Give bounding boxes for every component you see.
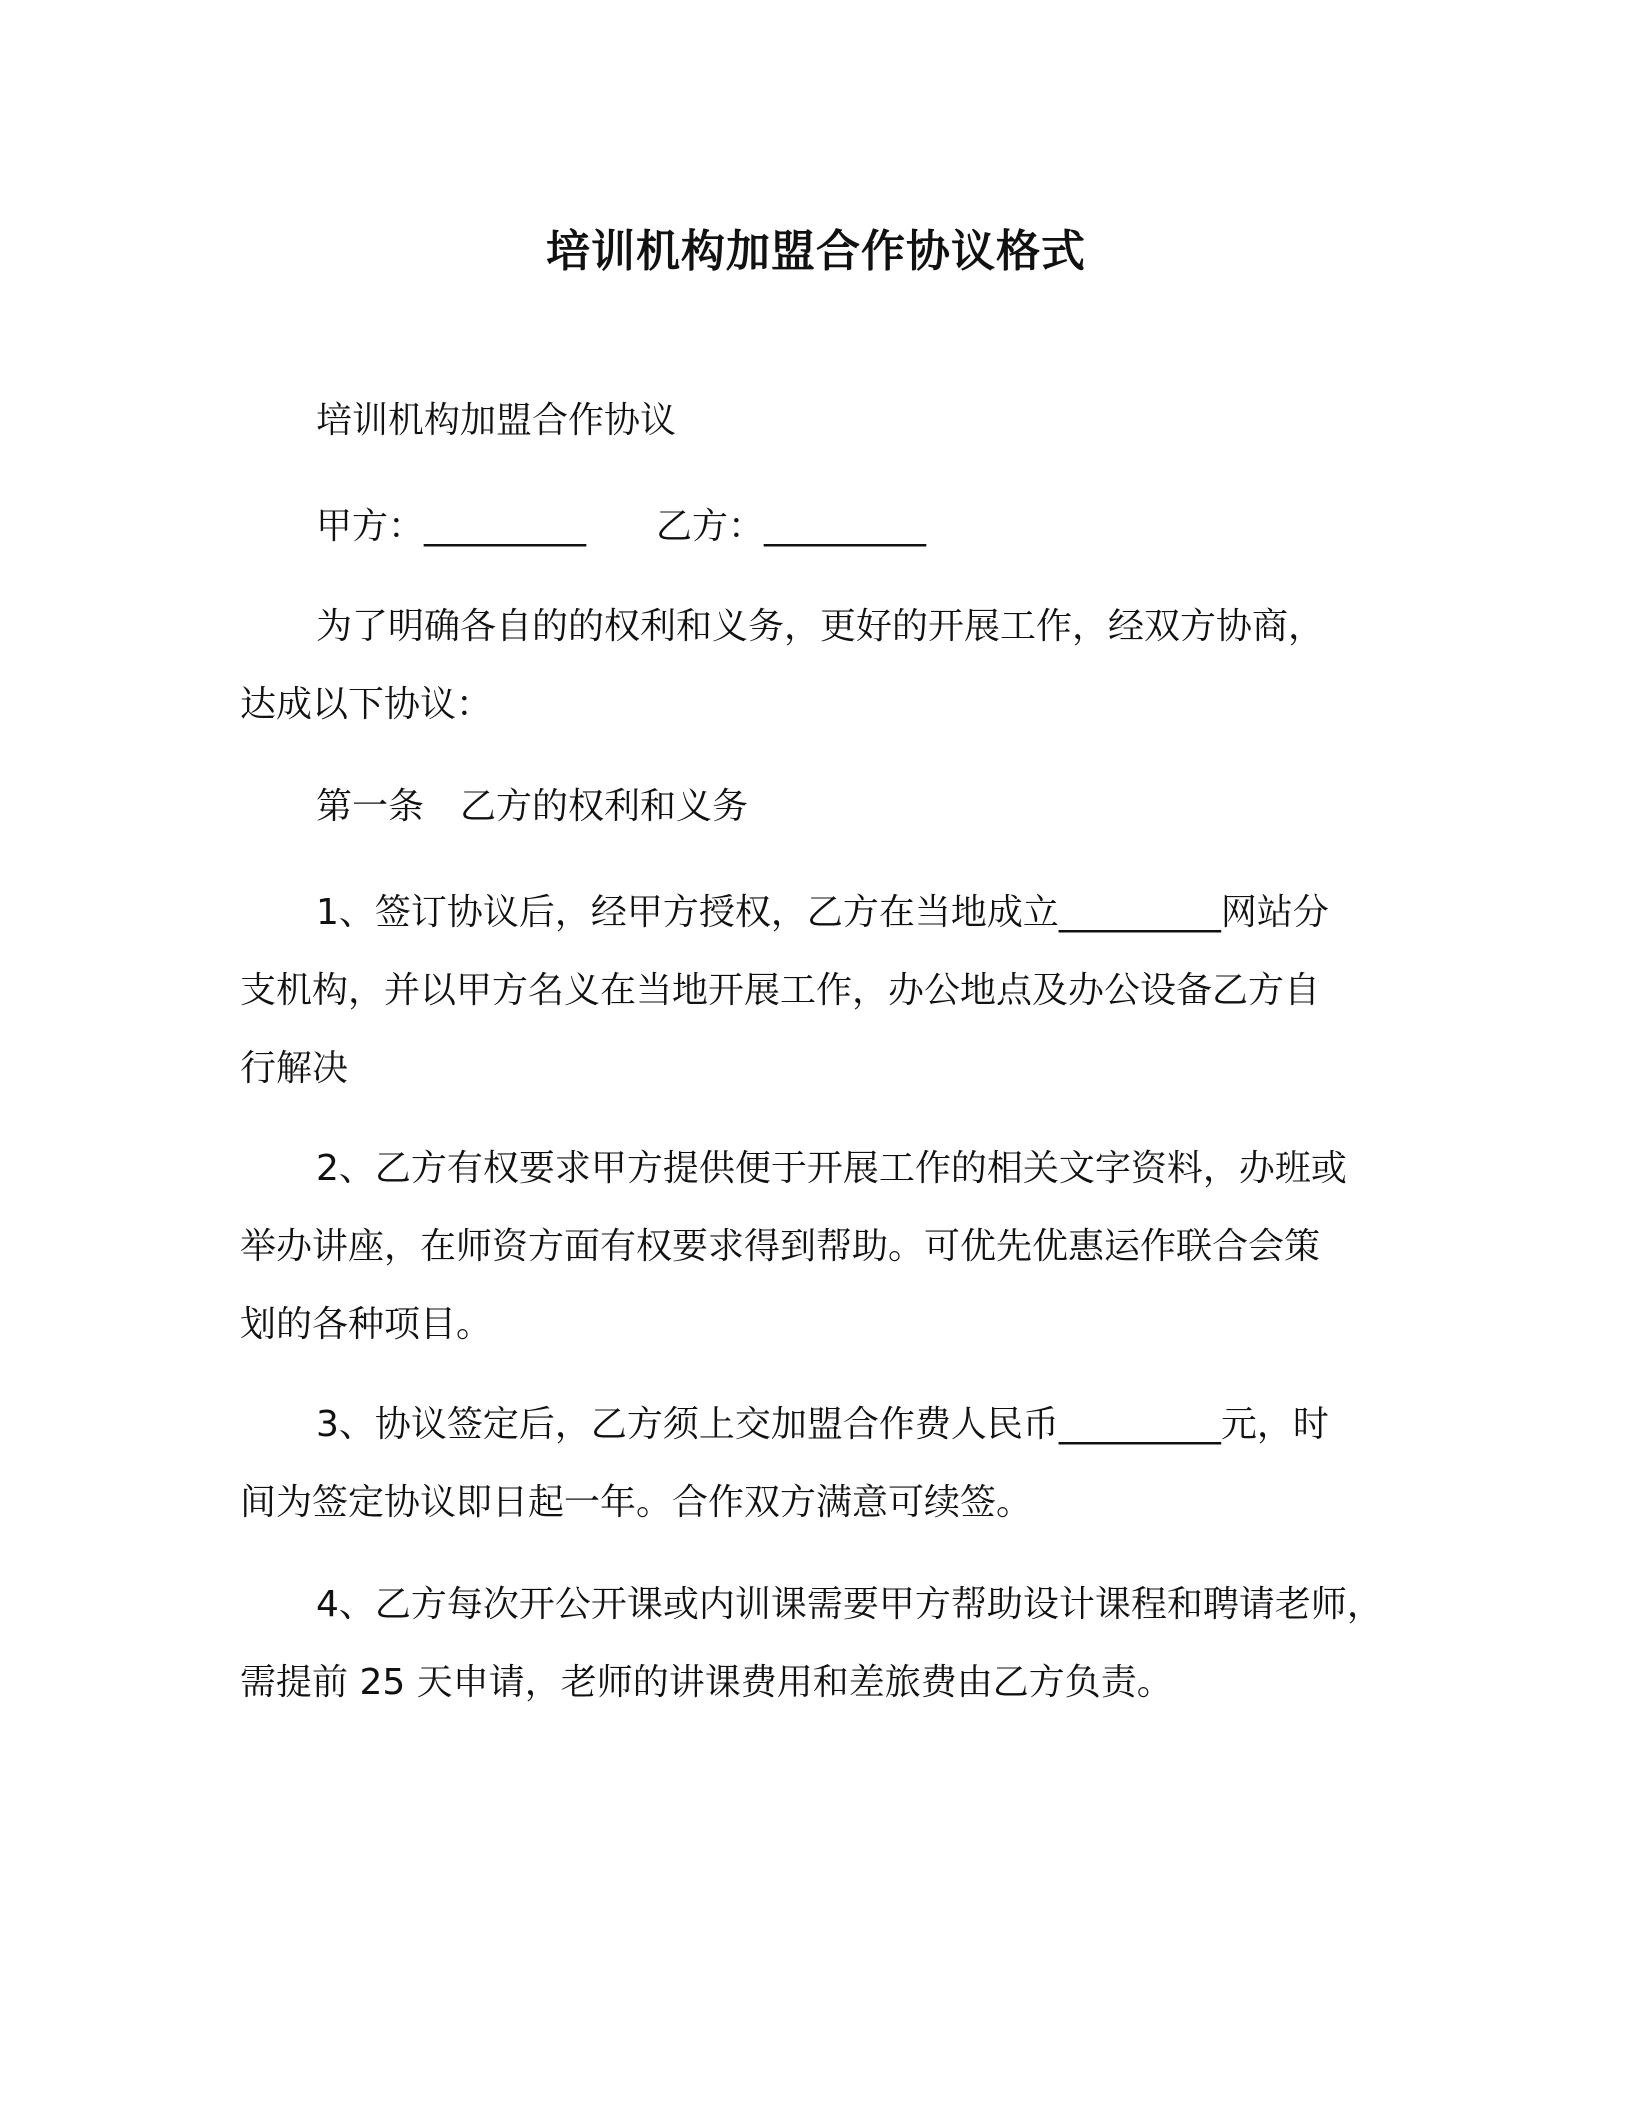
clause-2 xyxy=(240,1130,1400,1364)
clause-2-line-1: 2、乙方有权要求甲方提供便于开展工作的相关文字资料，办班或 xyxy=(316,1148,1347,1189)
intro-paragraph xyxy=(240,588,1400,744)
document-title: 培训机构加盟合作协议格式 xyxy=(546,226,1086,277)
clause-2-line-3: 划的各种项目。 xyxy=(240,1304,493,1345)
clause-1-line-3: 行解决 xyxy=(240,1048,349,1089)
clause-3 xyxy=(240,1386,1400,1542)
clause-4-line-2: 需提前 25 天申请，老师的讲课费用和差旅费由乙方负责。 xyxy=(240,1662,1173,1703)
parties-line xyxy=(240,488,1476,566)
clause-4-line-1: 4、乙方每次开公开课或内训课需要甲方帮助设计课程和聘请老师， xyxy=(316,1584,1383,1625)
clause-1-line-2: 支机构，并以甲方名义在当地开展工作，办公地点及办公设备乙方自 xyxy=(240,970,1321,1011)
article-1-heading: 第一条 乙方的权利和义务 xyxy=(316,786,749,827)
clause-1 xyxy=(240,874,1400,1108)
clause-3-line-2: 间为签定协议即日起一年。合作双方满意可续签。 xyxy=(240,1482,1033,1523)
clause-1-line-1: 1、签订协议后，经甲方授权，乙方在当地成立_________网站分 xyxy=(316,892,1329,933)
party-b-field: 乙方：_________ xyxy=(656,506,927,547)
intro-line-2: 达成以下协议： xyxy=(240,684,493,725)
intro-line-1: 为了明确各自的的权利和义务，更好的开展工作，经双方协商， xyxy=(316,606,1325,647)
clause-4 xyxy=(240,1566,1400,1722)
clause-3-line-1: 3、协议签定后，乙方须上交加盟合作费人民币_________元，时 xyxy=(316,1404,1329,1445)
clause-2-line-2: 举办讲座，在师资方面有权要求得到帮助。可优先优惠运作联合会策 xyxy=(240,1226,1321,1267)
party-a-field: 甲方：_________ xyxy=(316,506,587,547)
agreement-subtitle: 培训机构加盟合作协议 xyxy=(316,400,677,441)
